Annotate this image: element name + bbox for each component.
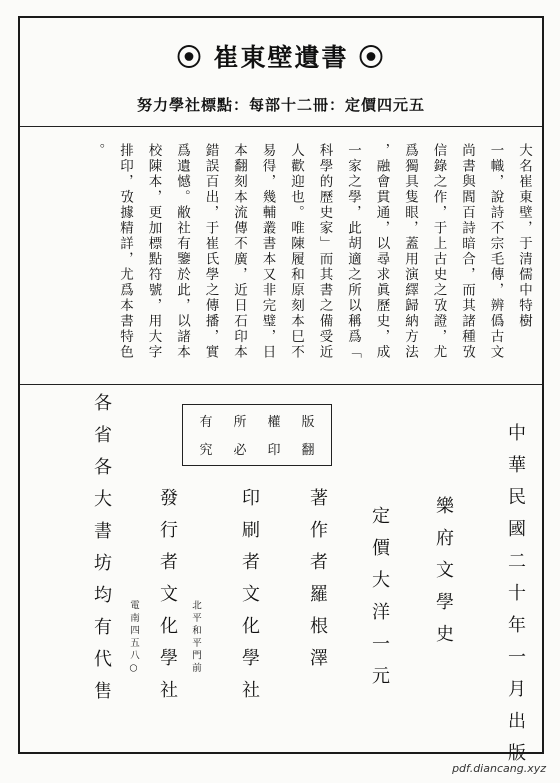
publication-date: 中華民國二十年一月出版 <box>505 423 526 775</box>
description-column: 。 <box>88 143 105 159</box>
description-column: 錯誤百出，于崔氏學之傳播，實 <box>202 143 219 360</box>
description-column: 爲獨具隻眼，蓋用演繹歸納方法 <box>402 143 418 360</box>
description-column: 一幟，說詩不宗毛傳，辨僞古文 <box>487 143 504 360</box>
description-column: 校陳本，更加標點符號，用大字 <box>145 143 162 360</box>
price-line-text: 努力學社標點：每部十二冊：定價四元五 <box>136 96 425 114</box>
copyright-char: 印 <box>267 443 281 458</box>
description-column: 科學的歷史家」而其書之備受近 <box>316 143 333 360</box>
price: 定價大洋一元 <box>369 506 390 698</box>
copyright-char: 必 <box>233 443 247 458</box>
circle-dot-icon: ⦿ <box>358 43 386 72</box>
description-column: 本翻刻本流傳不廣，近日石印本 <box>231 143 247 360</box>
description-column: 一家之學，此胡適之所以稱爲「 <box>345 143 361 360</box>
series-name: 樂府文學史 <box>433 496 454 656</box>
copyright-box <box>182 404 332 466</box>
issuer: 發行者文化學社 <box>157 488 178 712</box>
price-line <box>20 94 542 115</box>
description-column: 爲遺憾。敝社有鑒於此，以諸本 <box>174 143 190 360</box>
book-title <box>20 38 542 74</box>
copyright-char: 所 <box>233 415 247 430</box>
description-column: 易得，幾輔叢書本又非完璧，日 <box>259 143 276 360</box>
description-column: 信錄之作，于上古史之攷證，尤 <box>430 143 447 360</box>
copyright-char: 究 <box>199 443 213 458</box>
circle-dot-icon: ⦿ <box>176 43 204 72</box>
copyright-top-row <box>183 411 331 430</box>
copyright-char: 權 <box>267 415 281 430</box>
description-column: ，融會貫通，以尋求眞歷史，成 <box>373 143 390 360</box>
header-divider <box>20 126 542 127</box>
description-column: 人歡迎也。唯陳履和原刻本巳不 <box>288 143 304 360</box>
issuer-phone: 電南四五八○ <box>128 600 139 677</box>
description-column: 排印，攷據精詳，尤爲本書特色 <box>117 143 133 360</box>
book-title-text: 崔東壁遺書 <box>213 43 349 72</box>
copyright-char: 有 <box>199 415 213 430</box>
issuer-address: 北平和平門前 <box>190 600 201 675</box>
description-column: 尚書與閻百詩暗合，而其諸種攷 <box>459 143 475 360</box>
description-block <box>80 143 536 373</box>
copyright-char: 翻 <box>301 443 315 458</box>
description-column: 大名崔東壁，于清儒中特樹 <box>516 143 532 329</box>
author: 著作者羅根澤 <box>307 488 328 680</box>
copyright-bottom-row <box>183 439 331 458</box>
copyright-char: 版 <box>301 415 315 430</box>
colophon-divider <box>20 384 542 385</box>
printer: 印刷者文化學社 <box>239 488 260 712</box>
watermark: pdf.diancang.xyz <box>452 762 546 775</box>
distributors: 各省各大書坊均有代售 <box>91 393 112 713</box>
